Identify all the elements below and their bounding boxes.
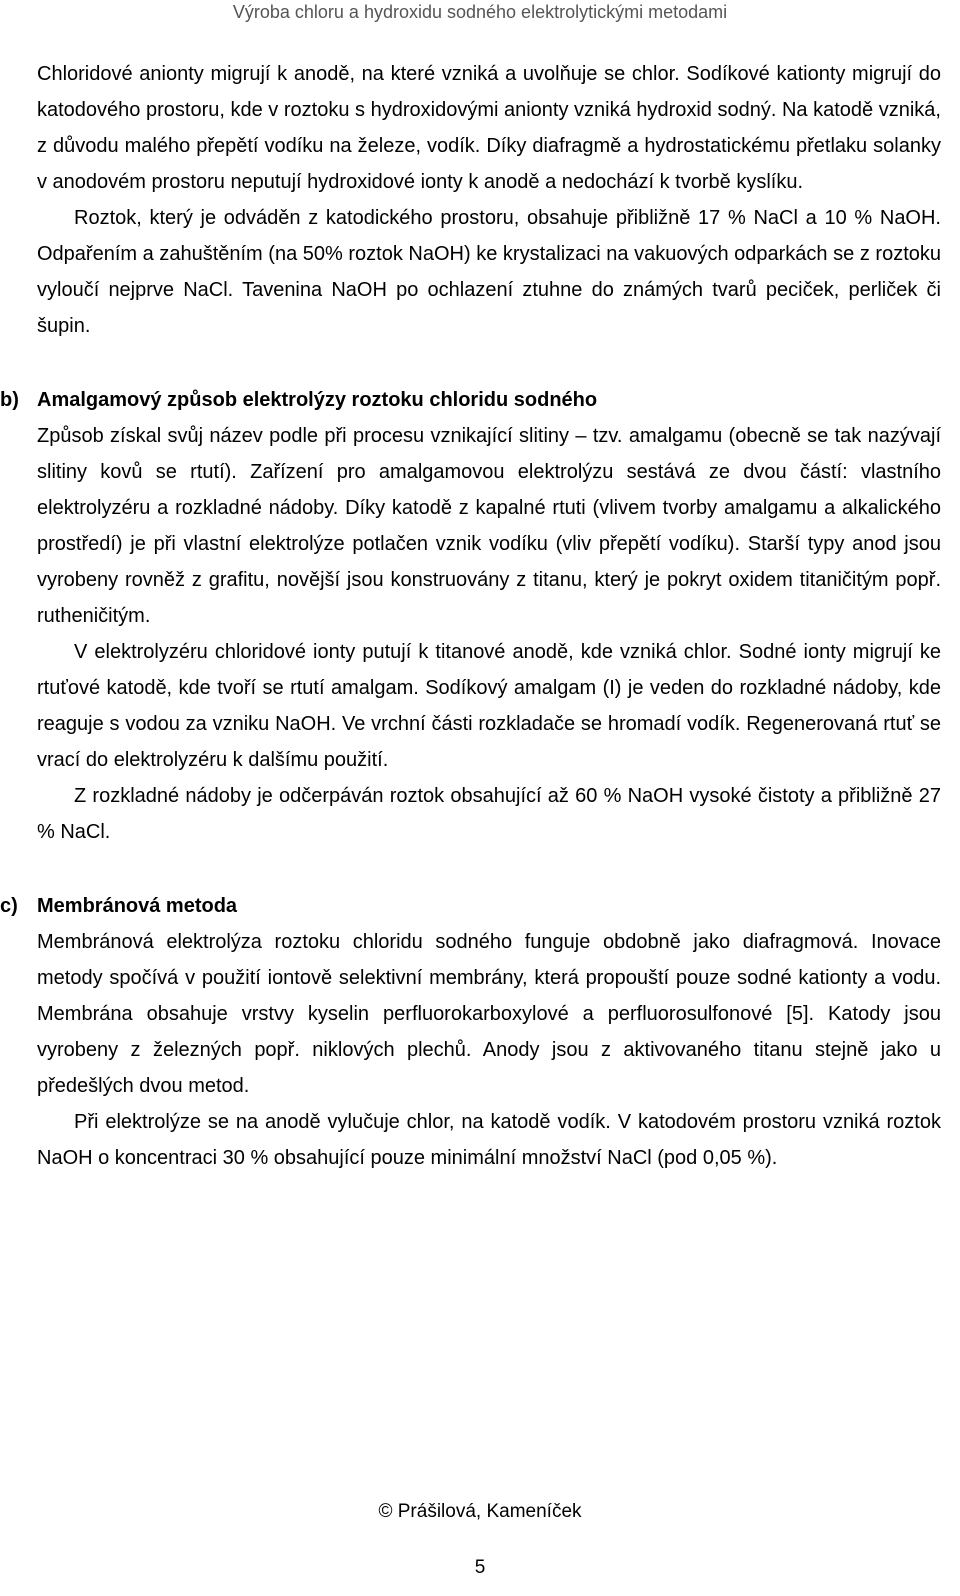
paragraph: Při elektrolýze se na anodě vylučuje chlor, na katodě vodík. V katodovém prostoru vzniká roztok NaOH o koncentraci 30 % obsahující pouze minimální množství NaCl (pod 0,05 %). bbox=[37, 1111, 941, 1169]
paragraph: V elektrolyzéru chloridové ionty putují k titanové anodě, kde vzniká chlor. Sodné ionty migrují ke rtuťové katodě, kde tvoří se rtutí amalgam. Sodíkový amalgam (I) je veden do rozkladné nádoby, kde reaguje s vodou za vzniku NaOH. Ve vrchní části rozkladače se hromadí vodík. Regenerovaná rtuť se vrací do elektrolyzéru k dalšímu použití. bbox=[37, 641, 941, 771]
running-header: Výroba chloru a hydroxidu sodného elektrolytickými metodami bbox=[232, 2, 728, 22]
page-number: 5 bbox=[474, 1557, 486, 1578]
section-c-heading bbox=[0, 888, 941, 924]
paragraph: Chloridové anionty migrují k anodě, na které vzniká a uvolňuje se chlor. Sodíkové kationty migrují do katodového prostoru, kde v roztoku s hydroxidovými anionty vzniká hydroxid sodný. Na katodě vzniká, z důvodu malého přepětí vodíku na železe, vodík. Díky diafragmě a hydrostatickému přetlaku solanky v anodovém prostoru neputují hydroxidové ionty k anodě a nedochází k tvorbě kyslíku. bbox=[37, 63, 941, 193]
section-title: Amalgamový způsob elektrolýzy roztoku chloridu sodného bbox=[37, 389, 598, 411]
paragraph: Membránová elektrolýza roztoku chloridu sodného funguje obdobně jako diafragmová. Inovace metody spočívá v použití iontově selektivní membrány, která propouští pouze sodné kationty a vodu. Membrána obsahuje vrstvy kyselin perfluorokarboxylové a perfluorosulfonové [5]. Katody jsou vyrobeny z železných popř. niklových plechů. Anody jsou z aktivovaného titanu stejně jako u předešlých dvou metod. bbox=[37, 931, 941, 1097]
section-b-heading bbox=[0, 382, 941, 418]
document-body bbox=[0, 56, 941, 1176]
footer-copyright: © Prášilová, Kameníček bbox=[378, 1501, 582, 1522]
paragraph: Roztok, který je odváděn z katodického prostoru, obsahuje přibližně 17 % NaCl a 10 % NaOH. Odpařením a zahuštěním (na 50% roztok NaOH) ke krystalizaci na vakuových odparkách se z roztoku vyloučí nejprve NaCl. Tavenina NaOH po ochlazení ztuhne do známých tvarů peciček, perliček či šupin. bbox=[37, 207, 941, 337]
section-label: c) bbox=[0, 895, 18, 917]
section-title: Membránová metoda bbox=[37, 895, 238, 917]
paragraph: Způsob získal svůj název podle při procesu vznikající slitiny – tzv. amalgamu (obecně se tak nazývají slitiny kovů se rtutí). Zařízení pro amalgamovou elektrolýzu sestává ze dvou částí: vlastního elektrolyzéru a rozkladné nádoby. Díky katodě z kapalné rtuti (vlivem tvorby amalgamu a alkalického prostředí) je při vlastní elektrolýze potlačen vznik vodíku (vliv přepětí vodíku). Starší typy anod jsou vyrobeny rovněž z grafitu, novější jsou konstruovány z titanu, který je pokryt oxidem titaničitým popř. rutheničitým. bbox=[37, 425, 941, 627]
paragraph: Z rozkladné nádoby je odčerpáván roztok obsahující až 60 % NaOH vysoké čistoty a přibližně 27 % NaCl. bbox=[37, 785, 941, 843]
section-label: b) bbox=[0, 389, 19, 411]
